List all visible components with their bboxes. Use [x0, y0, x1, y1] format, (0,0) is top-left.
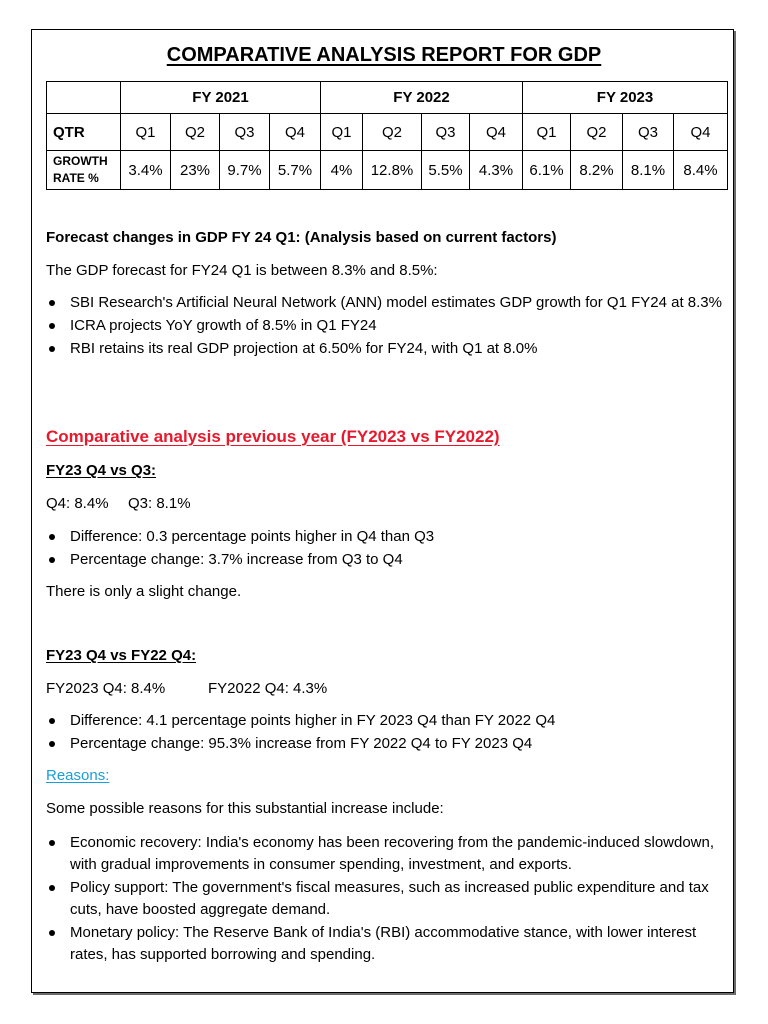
- table-header-row: [47, 82, 728, 114]
- bullet-icon: [49, 718, 55, 724]
- quarter-cell: Q2: [363, 114, 422, 151]
- bullet-icon: [49, 557, 55, 563]
- growth-value-cell: 8.1%: [623, 151, 674, 190]
- table-corner-cell: [47, 82, 121, 114]
- q4-vs-q3-note: There is only a slight change.: [46, 583, 242, 600]
- quarter-cell: Q3: [623, 114, 674, 151]
- list-item: ICRA projects YoY growth of 8.5% in Q1 FY24: [46, 315, 726, 337]
- list-item: Difference: 4.1 percentage points higher in FY 2023 Q4 than FY 2022 Q4: [46, 710, 726, 732]
- forecast-heading: Forecast changes in GDP FY 24 Q1: (Analysis based on current factors): [46, 229, 557, 246]
- bullet-icon: [49, 346, 55, 352]
- quarter-cell: Q4: [470, 114, 523, 151]
- growth-value-cell: 5.5%: [422, 151, 470, 190]
- year-header-cell: FY 2023: [523, 82, 728, 114]
- quarter-cell: Q3: [220, 114, 270, 151]
- bullet-icon: [49, 885, 55, 891]
- q4-vs-q3-heading: FY23 Q4 vs Q3:: [46, 462, 157, 479]
- q4-vs-q3-value-b: Q3: 8.1%: [128, 495, 191, 512]
- growth-label-line1: GROWTH: [53, 154, 108, 168]
- growth-value-cell: 12.8%: [363, 151, 422, 190]
- forecast-intro: The GDP forecast for FY24 Q1 is between 8.3% and 8.5%:: [46, 262, 438, 279]
- comparative-heading: Comparative analysis previous year (FY2023 vs FY2022): [46, 427, 500, 446]
- table-row-quarters: [47, 114, 728, 151]
- qtr-label-cell: QTR: [47, 114, 121, 151]
- growth-value-cell: 8.2%: [571, 151, 623, 190]
- list-item: Monetary policy: The Reserve Bank of India's (RBI) accommodative stance, with lower interest rates, has supported borrowing and spending.: [46, 922, 726, 966]
- fy23-vs-fy22-bullet-list: [46, 710, 726, 756]
- growth-value-cell: 4.3%: [470, 151, 523, 190]
- quarter-cell: Q3: [422, 114, 470, 151]
- quarter-cell: Q1: [321, 114, 363, 151]
- growth-value-cell: 9.7%: [220, 151, 270, 190]
- year-header-cell: FY 2022: [321, 82, 523, 114]
- bullet-icon: [49, 840, 55, 846]
- gdp-growth-table: [46, 81, 728, 190]
- quarter-cell: Q2: [571, 114, 623, 151]
- list-item: RBI retains its real GDP projection at 6.50% for FY24, with Q1 at 8.0%: [46, 338, 726, 360]
- q4-vs-q3-bullet-list: [46, 526, 726, 572]
- bullet-icon: [49, 323, 55, 329]
- fy23-vs-fy22-value-a: FY2023 Q4: 8.4%: [46, 680, 166, 697]
- bullet-icon: [49, 741, 55, 747]
- list-item: Percentage change: 3.7% increase from Q3 to Q4: [46, 549, 726, 571]
- growth-value-cell: 4%: [321, 151, 363, 190]
- fy23-vs-fy22-heading: FY23 Q4 vs FY22 Q4:: [46, 647, 197, 664]
- list-item: Percentage change: 95.3% increase from FY 2022 Q4 to FY 2023 Q4: [46, 733, 726, 755]
- bullet-icon: [49, 930, 55, 936]
- year-header-cell: FY 2021: [121, 82, 321, 114]
- growth-rate-label-cell: [47, 151, 121, 190]
- list-item: Economic recovery: India's economy has been recovering from the pandemic-induced slowdown, with gradual improvements in consumer spending, investment, and exports.: [46, 832, 726, 876]
- fy23-vs-fy22-value-b: FY2022 Q4: 4.3%: [208, 680, 328, 697]
- bullet-icon: [49, 534, 55, 540]
- growth-value-cell: 23%: [171, 151, 220, 190]
- reasons-bullet-list: [46, 832, 726, 967]
- list-item: Difference: 0.3 percentage points higher in Q4 than Q3: [46, 526, 726, 548]
- quarter-cell: Q4: [270, 114, 321, 151]
- growth-value-cell: 8.4%: [674, 151, 728, 190]
- q4-vs-q3-value-a: Q4: 8.4%: [46, 495, 109, 512]
- growth-label-line2: RATE %: [53, 171, 99, 185]
- reasons-link[interactable]: Reasons:: [46, 767, 110, 784]
- quarter-cell: Q1: [523, 114, 571, 151]
- quarter-cell: Q1: [121, 114, 171, 151]
- list-item: Policy support: The government's fiscal measures, such as increased public expenditure and tax cuts, have boosted aggregate demand.: [46, 877, 726, 921]
- list-item: SBI Research's Artificial Neural Network (ANN) model estimates GDP growth for Q1 FY24 at 8.3%: [46, 292, 726, 314]
- table-row-growth: [47, 151, 728, 190]
- bullet-icon: [49, 300, 55, 306]
- growth-value-cell: 3.4%: [121, 151, 171, 190]
- quarter-cell: Q2: [171, 114, 220, 151]
- growth-value-cell: 5.7%: [270, 151, 321, 190]
- quarter-cell: Q4: [674, 114, 728, 151]
- forecast-bullet-list: [46, 292, 726, 361]
- growth-value-cell: 6.1%: [523, 151, 571, 190]
- page-title: COMPARATIVE ANALYSIS REPORT FOR GDP: [166, 44, 602, 66]
- reasons-intro: Some possible reasons for this substantial increase include:: [46, 800, 444, 817]
